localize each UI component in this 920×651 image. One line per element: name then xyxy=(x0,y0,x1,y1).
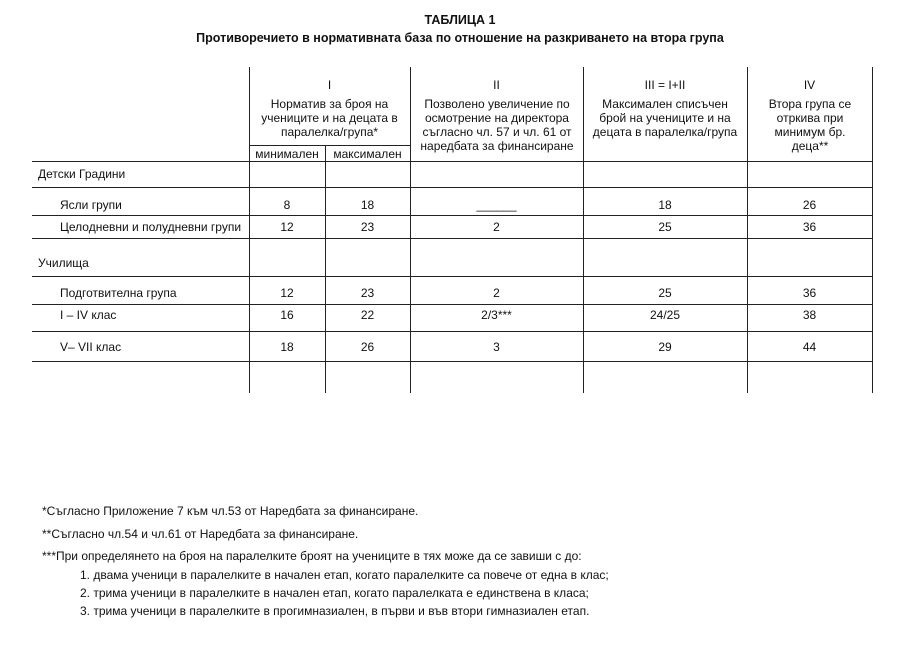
column-number: III = I+II xyxy=(644,78,686,92)
cell-second-group: 38 xyxy=(802,308,817,322)
cell-max: 23 xyxy=(360,220,375,234)
column-number: II xyxy=(493,78,500,92)
cell-increase: 2 xyxy=(493,220,500,234)
grid-hline xyxy=(32,161,872,162)
cell-second-group: 26 xyxy=(802,198,817,212)
column-number: I xyxy=(327,78,332,92)
row-label: Детски Градини xyxy=(38,167,126,181)
footnote: ***При определянето на броя на паралелките броят на учениците в тях може да се завиши с до: xyxy=(42,549,582,563)
footnote: *Съгласно Приложение 7 към чл.53 от Наредбата за финансиране. xyxy=(42,504,419,518)
cell-min: 12 xyxy=(280,286,294,300)
cell-min: 16 xyxy=(280,308,294,322)
column-number: IV xyxy=(803,78,816,92)
cell-min: 18 xyxy=(280,340,294,354)
row-label: Целодневни и полудневни групи xyxy=(60,220,242,234)
row-label: Училища xyxy=(38,256,89,270)
cell-max: 26 xyxy=(360,340,375,354)
sub-header-min: минимален xyxy=(255,147,319,161)
column-header: Максимален списъчен брой на учениците и на децата в паралелка/група xyxy=(592,97,738,139)
grid-hline xyxy=(249,145,410,146)
cell-increase: 2/3*** xyxy=(481,308,512,322)
row-label: I – IV клас xyxy=(60,308,117,322)
cell-maximum: 24/25 xyxy=(649,308,681,322)
footnote: **Съгласно чл.54 и чл.61 от Наредбата за финансиране. xyxy=(42,527,359,541)
cell-min: 8 xyxy=(283,198,291,212)
cell-max: 18 xyxy=(360,198,375,212)
cell-maximum: 18 xyxy=(658,198,672,212)
table-subtitle: Противоречието в нормативната база по отношение на разкриването на втора група xyxy=(196,31,724,45)
column-header: Позволено увеличение по осмотрение на директора съгласно чл. 57 и чл. 61 от наредбата за финансиране xyxy=(420,97,574,153)
cell-increase: ______ xyxy=(476,198,517,212)
footnote-item: 1. двама ученици в паралелките в начален етап, когато паралелките са повече от една в клас; xyxy=(80,568,609,582)
cell-increase: 2 xyxy=(493,286,500,300)
cell-maximum: 25 xyxy=(658,286,672,300)
row-label: Ясли групи xyxy=(60,198,122,212)
grid-vline xyxy=(872,67,873,393)
footnote-item: 2. трима ученици в паралелките в начален етап, когато паралелката е единствена в класа; xyxy=(80,586,589,600)
cell-second-group: 36 xyxy=(802,220,817,234)
cell-maximum: 29 xyxy=(658,340,672,354)
grid-hline xyxy=(32,361,872,362)
column-header: Втора група се отркива при минимум бр. деца** xyxy=(768,97,852,153)
row-label: V– VII клас xyxy=(60,340,122,354)
cell-second-group: 36 xyxy=(802,286,817,300)
grid-hline xyxy=(32,238,872,239)
cell-max: 22 xyxy=(360,308,375,322)
table-title: ТАБЛИЦА 1 xyxy=(424,13,496,27)
cell-maximum: 25 xyxy=(658,220,672,234)
sub-header-max: максимален xyxy=(333,147,402,161)
grid-vline xyxy=(325,145,326,393)
grid-hline xyxy=(32,187,872,188)
cell-max: 23 xyxy=(360,286,375,300)
column-header: Норматив за броя на учениците и на децата в паралелка/група* xyxy=(261,97,398,139)
cell-increase: 3 xyxy=(493,340,500,354)
cell-second-group: 44 xyxy=(802,340,817,354)
grid-hline xyxy=(32,331,872,332)
grid-hline xyxy=(32,276,872,277)
grid-hline xyxy=(32,215,872,216)
grid-hline xyxy=(32,304,872,305)
row-label: Подготвителна група xyxy=(60,286,177,300)
footnote-item: 3. трима ученици в паралелките в прогимназиален, в първи и във втори гимназиален етап. xyxy=(80,604,590,618)
cell-min: 12 xyxy=(280,220,294,234)
